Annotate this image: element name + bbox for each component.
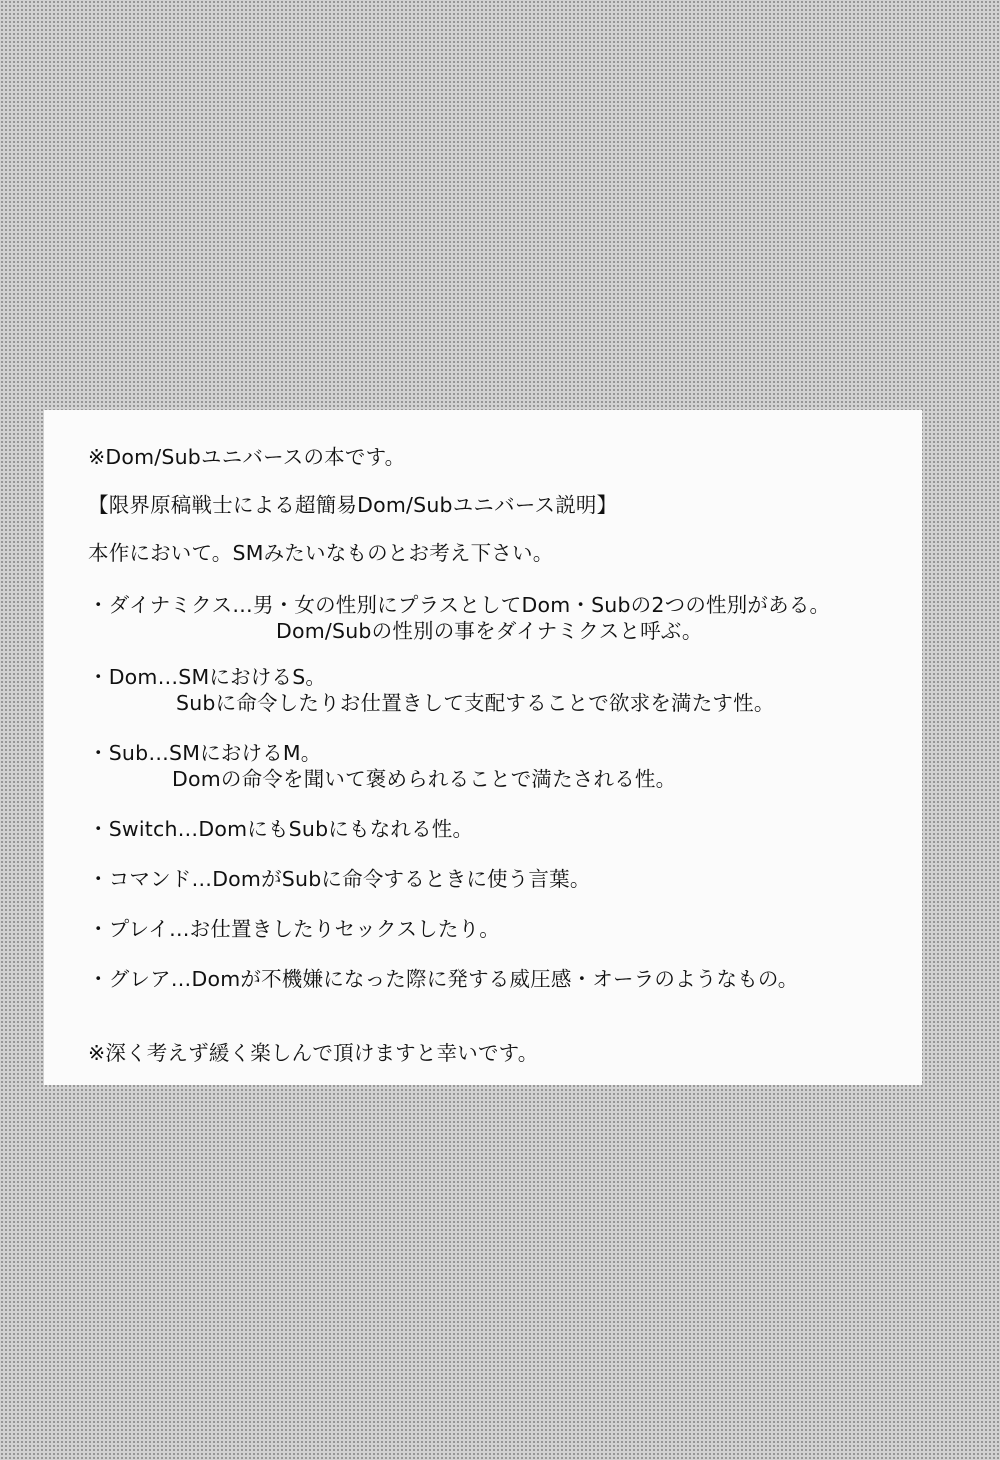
closing-line: ※深く考えず緩く楽しんで頂けますと幸いです。 <box>88 1041 539 1065</box>
lead-line: 本作において。SMみたいなものとお考え下さい。 <box>88 541 554 565</box>
term-sub-detail: Domの命令を聞いて褒められることで満たされる性。 <box>172 767 677 791</box>
term-switch: ・Switch…DomにもSubにもなれる性。 <box>88 817 474 841</box>
term-play: ・プレイ…お仕置きしたりセックスしたり。 <box>88 917 500 941</box>
term-dynamics-detail: Dom/Subの性別の事をダイナミクスと呼ぶ。 <box>276 619 703 643</box>
term-dom: ・Dom…SMにおけるS。 <box>88 665 327 689</box>
notice-box <box>44 410 922 1085</box>
term-sub: ・Sub…SMにおけるM。 <box>88 741 322 765</box>
heading-line: 【限界原稿戦士による超簡易Dom/Subユニバース説明】 <box>88 493 618 517</box>
intro-line: ※Dom/Subユニバースの本です。 <box>88 445 406 469</box>
term-command: ・コマンド…DomがSubに命令するときに使う言葉。 <box>88 867 591 891</box>
term-dynamics: ・ダイナミクス…男・女の性別にプラスとしてDom・Subの2つの性別がある。 <box>88 593 831 617</box>
term-dom-detail: Subに命令したりお仕置きして支配することで欲求を満たす性。 <box>176 691 775 715</box>
term-glare: ・グレア…Domが不機嫌になった際に発する威圧感・オーラのようなもの。 <box>88 967 799 991</box>
